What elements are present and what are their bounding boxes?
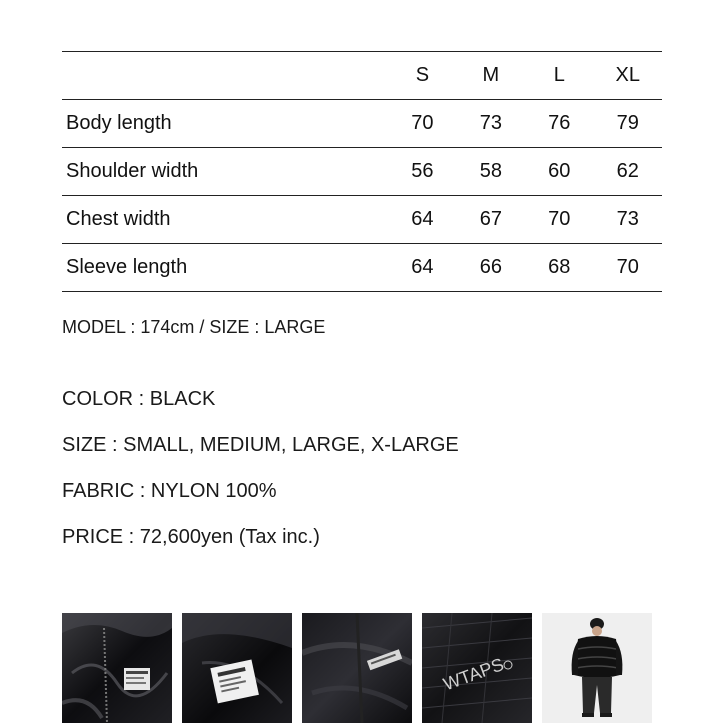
table-cell: 64 [388, 196, 456, 244]
row-label-shoulder-width: Shoulder width [62, 148, 388, 196]
wtaps-embroidery-text: WTAPS [440, 654, 507, 695]
fabric-info: FABRIC : NYLON 100% [62, 480, 277, 502]
row-label-body-length: Body length [62, 100, 388, 148]
table-cell: 76 [525, 100, 593, 148]
table-cell: 58 [457, 148, 525, 196]
row-label-chest-width: Chest width [62, 196, 388, 244]
table-cell: 56 [388, 148, 456, 196]
price-info: PRICE : 72,600yen (Tax inc.) [62, 526, 320, 548]
table-cell: 70 [388, 100, 456, 148]
table-cell: 79 [594, 100, 662, 148]
table-cell: 73 [594, 196, 662, 244]
size-header-xl: XL [594, 52, 662, 100]
thumbnail-jacket-wtaps-embroidery[interactable] [422, 613, 532, 723]
size-chart-table [62, 51, 662, 292]
table-cell: 62 [594, 148, 662, 196]
table-cell: 68 [525, 244, 593, 292]
table-row [62, 148, 662, 196]
size-header-row [62, 52, 662, 100]
thumbnail-jacket-inner-label[interactable] [182, 613, 292, 723]
table-cell: 70 [525, 196, 593, 244]
size-header-s: S [388, 52, 456, 100]
row-label-sleeve-length: Sleeve length [62, 244, 388, 292]
table-cell: 66 [457, 244, 525, 292]
color-info: COLOR : BLACK [62, 388, 216, 410]
table-row [62, 196, 662, 244]
size-header-blank [62, 52, 388, 100]
product-thumbnail-strip [62, 613, 662, 723]
model-size-info: MODEL : 174cm / SIZE : LARGE [62, 317, 326, 337]
thumbnail-jacket-pocket[interactable] [302, 613, 412, 723]
size-header-l: L [525, 52, 593, 100]
thumbnail-model-wearing-jacket[interactable] [542, 613, 652, 723]
table-cell: 70 [594, 244, 662, 292]
table-cell: 60 [525, 148, 593, 196]
table-cell: 64 [388, 244, 456, 292]
table-row [62, 244, 662, 292]
table-cell: 67 [457, 196, 525, 244]
available-sizes-info: SIZE : SMALL, MEDIUM, LARGE, X-LARGE [62, 434, 459, 456]
size-header-m: M [457, 52, 525, 100]
table-row [62, 100, 662, 148]
table-cell: 73 [457, 100, 525, 148]
thumbnail-jacket-collar[interactable] [62, 613, 172, 723]
